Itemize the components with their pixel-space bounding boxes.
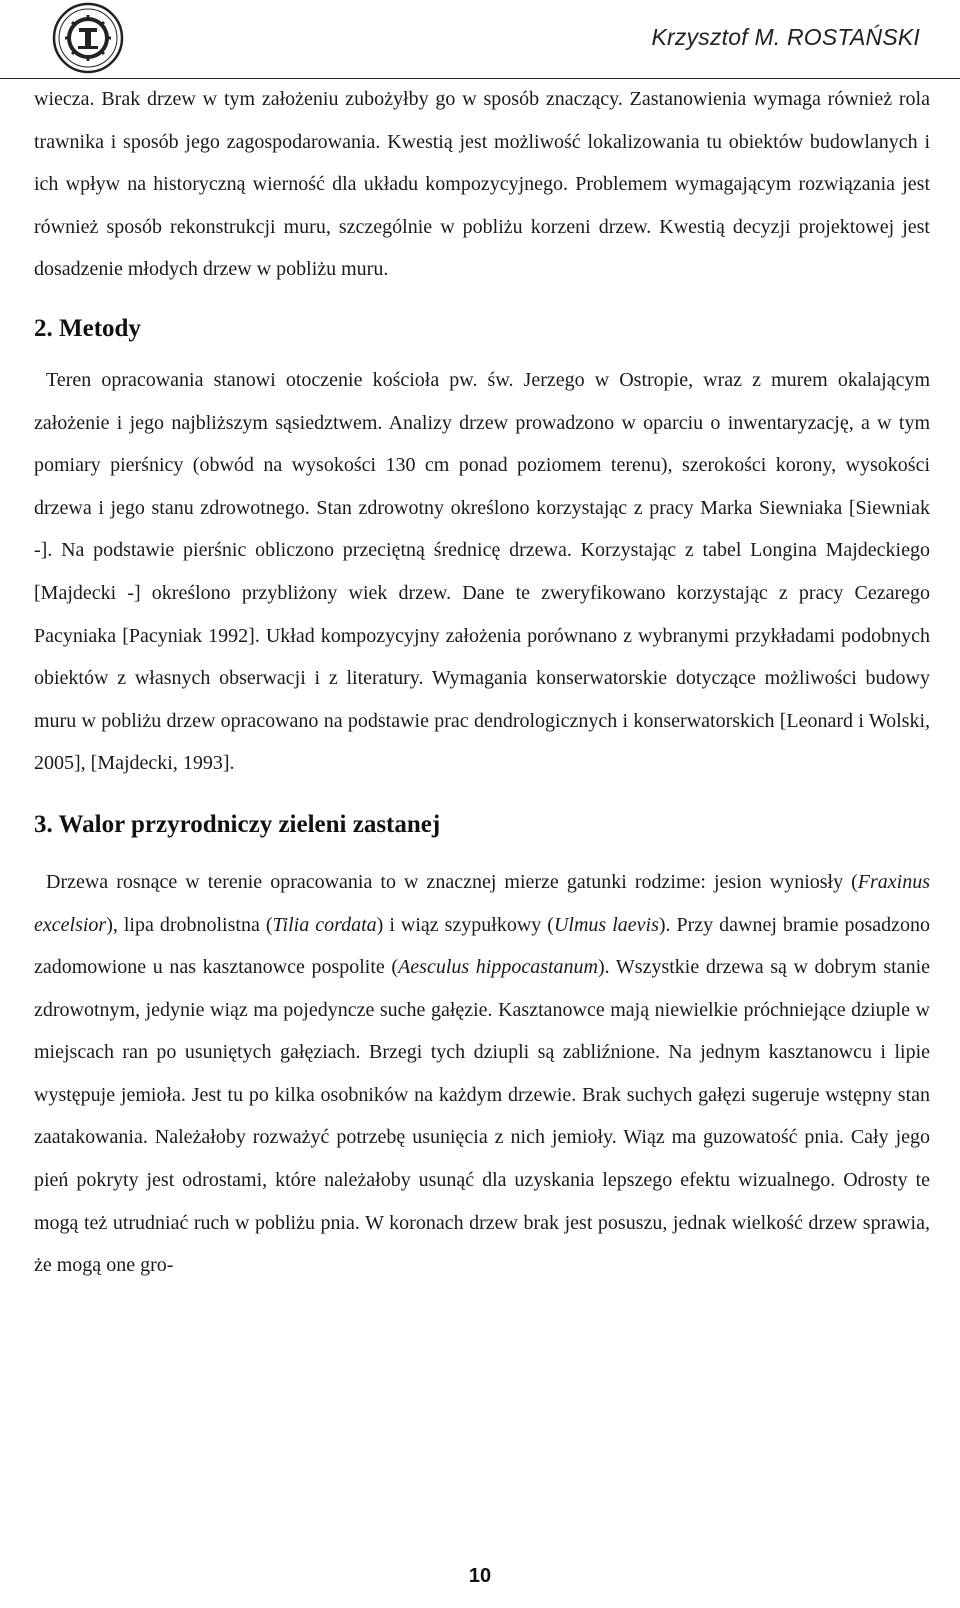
- page-header: [0, 0, 960, 79]
- body-paragraph: Teren opracowania stanowi otoczenie kościoła pw. św. Jerzego w Ostropie, wraz z murem okalającym założenie i jego najbliższym sąsiedztwem. Analizy drzew prowadzono w oparciu o inwentaryzację, a w tym pomiary pierśnicy (obwód na wysokości 130 cm ponad poziomem terenu), szerokości korony, wysokości drzewa i jego stanu zdrowotnego. Stan zdrowotny określono korzystając z pracy Marka Siewniaka [Siewniak -]. Na podstawie pierśnic obliczono przeciętną średnicę drzewa. Korzystając z tabel Longina Majdeckiego [Majdecki -] określono przybliżony wiek drzew. Dane te zweryfikowano korzystając z pracy Cezarego Pacyniaka [Pacyniak 1992]. Układ kompozycyjny założenia porównano z wybranymi przykładami podobnych obiektów z własnych obserwacji i z literatury. Wymagania konserwatorskie dotyczące możliwości budowy muru w pobliżu drzew opracowano na podstawie prac dendrologicznych i konserwatorskich [Leonard i Wolski, 2005], [Majdecki, 1993].: [34, 368, 930, 775]
- section-heading-methods: 2. Metody: [34, 314, 141, 342]
- latin-species-name: Tilia cordata: [272, 913, 377, 936]
- page-body: [0, 78, 960, 1287]
- text-run: ). Wszystkie drzewa są w dobrym stanie zdrowotnym, jedynie wiąz ma pojedyncze suche gałęzie. Kasztanowce mają niewielkie próchniejące dziuple w miejscach ran po usuniętych gałęziach. Brzegi tych dziupli są zabliźnione. Na jednym kasztanowcu i lipie występuje jemioła. Jest tu po kilka osobników na każdym drzewie. Brak suchych gałęzi sugeruje wstępny stan zaatakowania. Należałoby rozważyć potrzebę usunięcia z nich jemioły. Wiąz ma guzowatość pnia. Cały jego pień pokryty jest odrostami, które należałoby usunąć dla uzyskania lepszego efektu wizualnego. Odrosty te mogą też utrudniać ruch w pobliżu pnia. W koronach drzew brak jest posuszu, jednak wielkość drzew sprawia, że mogą one gro-: [34, 956, 931, 1277]
- latin-species-name: Ulmus laevis: [553, 913, 659, 936]
- author-name: Krzysztof M. ROSTAŃSKI: [651, 24, 920, 50]
- university-seal-icon: [52, 2, 124, 74]
- body-paragraph: wiecza. Brak drzew w tym założeniu zubożyłby go w sposób znaczący. Zastanowienia wymaga również rola trawnika i sposób jego zagospodarowania. Kwestią jest możliwość lokalizowania tu obiektów budowlanych i ich wpływ na historyczną wierność dla układu kompozycyjnego. Problemem wymagającym rozwiązania jest również sposób rekonstrukcji muru, szczególnie w pobliżu korzeni drzew. Kwestią decyzji projektowej jest dosadzenie młodych drzew w pobliżu muru.: [34, 88, 930, 281]
- page-number: 10: [468, 1565, 492, 1587]
- section-heading-natural-value: 3. Walor przyrodniczy zieleni zastanej: [34, 810, 441, 838]
- latin-species-name: Aesculus hippocastanum: [398, 956, 599, 979]
- latin-species-name: Fraxinus excelsior: [34, 870, 930, 936]
- text-run: ) i wiąz szypułkowy (: [376, 913, 554, 936]
- text-run: Drzewa rosnące w terenie opracowania to w znacznej mierze gatunki rodzime: jesion wyniosły (: [46, 870, 858, 893]
- text-run: ). Przy dawnej bramie posadzono zadomowione u nas kasztanowce pospolite (: [34, 913, 930, 979]
- text-run: ), lipa drobnolistna (: [106, 913, 273, 936]
- body-paragraph: [0, 861, 960, 1287]
